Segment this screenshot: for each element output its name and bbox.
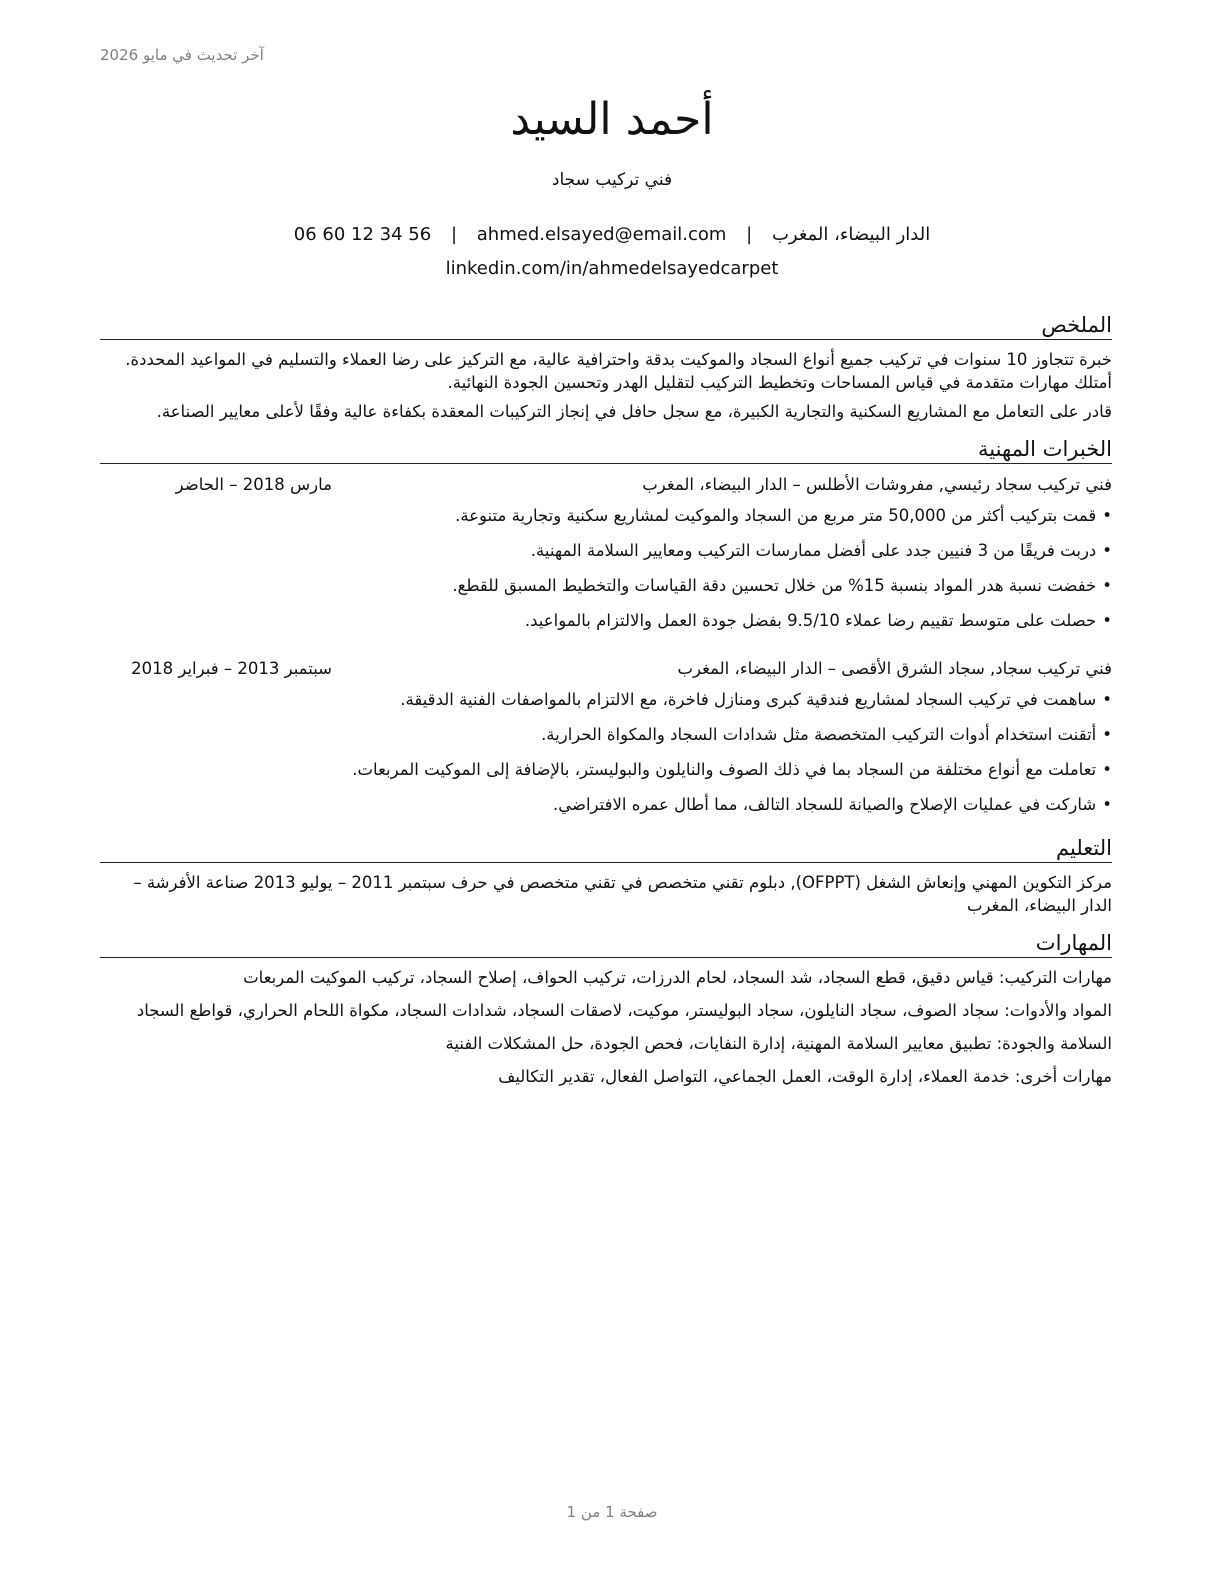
education-heading: التعليم [100,834,1112,863]
job-bullet [100,533,1112,568]
skill-line: مهارات أخرى: خدمة العملاء، إدارة الوقت، العمل الجماعي، التواصل الفعال، تقدير التكاليف [498,1067,1112,1086]
summary-paragraph: خبرة تتجاوز 10 سنوات في تركيب جميع أنواع السجاد والموكيت بدقة واحترافية عالية، مع التركيز على رضا العملاء والتسليم في المواعيد المحددة. أمتلك مهارات متقدمة في قياس المساحات وتخطيط التركيب لتقليل الهدر وتحسين الجودة النهائية. [125,350,1112,392]
skills-section [100,929,1112,1088]
bullet-mark: • [1102,611,1112,630]
bullet-mark: • [1102,506,1112,525]
job-entry-title: فني تركيب سجاد, سجاد الشرق الأقصى – الدار البيضاء، المغرب [677,659,1112,678]
job-title: فني تركيب سجاد [551,170,673,190]
job-bullets [100,682,1112,822]
bullet-text: دربت فريقًا من 3 فنيين جدد على أفضل ممارسات التركيب ومعايير السلامة المهنية. [530,541,1097,560]
last-updated-note: آخر تحديث في مايو 2026 [100,46,264,64]
summary-section [100,311,1112,423]
bullet-text: شاركت في عمليات الإصلاح والصيانة للسجاد التالف، مما أطال عمره الافتراضي. [552,795,1097,814]
bullet-text: خفضت نسبة هدر المواد بنسبة 15% من خلال تحسين دقة القياسات والتخطيط المسبق للقطع. [452,576,1097,595]
bullet-text: حصلت على متوسط تقييم رضا عملاء 9.5/10 بفضل جودة العمل والالتزام بالمواعيد. [524,611,1097,630]
candidate-name: أحمد السيد [510,94,714,145]
job-header [100,472,1112,498]
summary-heading: الملخص [100,311,1112,340]
job-entry-dates: سبتمبر 2013 – فبراير 2018 [131,659,332,678]
bullet-text: تعاملت مع أنواع مختلفة من السجاد بما في ذلك الصوف والنايلون والبوليستر، بالإضافة إلى الموكيت المربعات. [352,760,1097,779]
job-bullet [100,682,1112,717]
resume-content [100,311,1112,1100]
contact-line [0,224,1224,245]
summary-paragraph: قادر على التعامل مع المشاريع السكنية والتجارية الكبيرة، مع سجل حافل في إنجاز التركيبات المعقدة بكفاءة عالية وفقًا لأعلى معايير الصناعة. [156,402,1112,421]
bullet-mark: • [1102,690,1112,709]
education-entry: مركز التكوين المهني وإنعاش الشغل (OFPPT), دبلوم تقني متخصص في تقني متخصص في حرف سبتمبر 2011 – يوليو 2013 صناعة الأفرشة – الدار البيضاء، المغرب [133,873,1112,915]
experience-heading: الخبرات المهنية [100,435,1112,464]
page-number: صفحة 1 من 1 [566,1503,658,1521]
job-bullets [100,498,1112,638]
skills-heading: المهارات [100,929,1112,958]
job-bullet [100,787,1112,822]
skill-line: السلامة والجودة: تطبيق معايير السلامة المهنية، إدارة النفايات، فحص الجودة، حل المشكلات الفنية [445,1034,1112,1053]
job-bullet [100,603,1112,638]
bullet-mark: • [1102,795,1112,814]
contact-location: الدار البيضاء، المغرب [771,224,931,245]
skill-line: مهارات التركيب: قياس دقيق، قطع السجاد، شد السجاد، لحام الدرزات، تركيب الحواف، إصلاح السجاد، تركيب الموكيت المربعات [243,968,1112,987]
bullet-mark: • [1102,760,1112,779]
skill-line: المواد والأدوات: سجاد الصوف، سجاد النايلون، سجاد البوليستر، موكيت، لاصقات السجاد، شدادات السجاد، مكواة اللحام الحراري، قواطع السجاد [136,1001,1112,1020]
bullet-mark: • [1102,541,1112,560]
bullet-text: ساهمت في تركيب السجاد لمشاريع فندقية كبرى ومنازل فاخرة، مع الالتزام بالمواصفات الفنية الدقيقة. [400,690,1097,709]
job-bullet [100,717,1112,752]
job-entry-dates: مارس 2018 – الحاضر [175,475,332,494]
experience-section [100,435,1112,822]
job-entry-title: فني تركيب سجاد رئيسي, مفروشات الأطلس – الدار البيضاء، المغرب [642,475,1112,494]
job-entry [100,656,1112,822]
contact-separator: | [450,224,458,245]
bullet-text: قمت بتركيب أكثر من 50,000 متر مربع من السجاد والموكيت لمشاريع سكنية وتجارية متنوعة. [455,506,1097,525]
contact-phone: 06 60 12 34 56 [293,224,432,245]
job-header [100,656,1112,682]
job-bullet [100,752,1112,787]
contact-separator: | [746,224,753,245]
linkedin-link[interactable]: linkedin.com/in/ahmedelsayedcarpet [445,258,779,279]
bullet-text: أتقنت استخدام أدوات التركيب المتخصصة مثل شدادات السجاد والمكواة الحرارية. [541,725,1097,744]
bullet-mark: • [1102,576,1112,595]
education-section [100,834,1112,917]
job-entry [100,472,1112,638]
job-bullet [100,498,1112,533]
job-bullet [100,568,1112,603]
bullet-mark: • [1102,725,1112,744]
contact-email[interactable]: ahmed.elsayed@email.com [476,224,727,245]
